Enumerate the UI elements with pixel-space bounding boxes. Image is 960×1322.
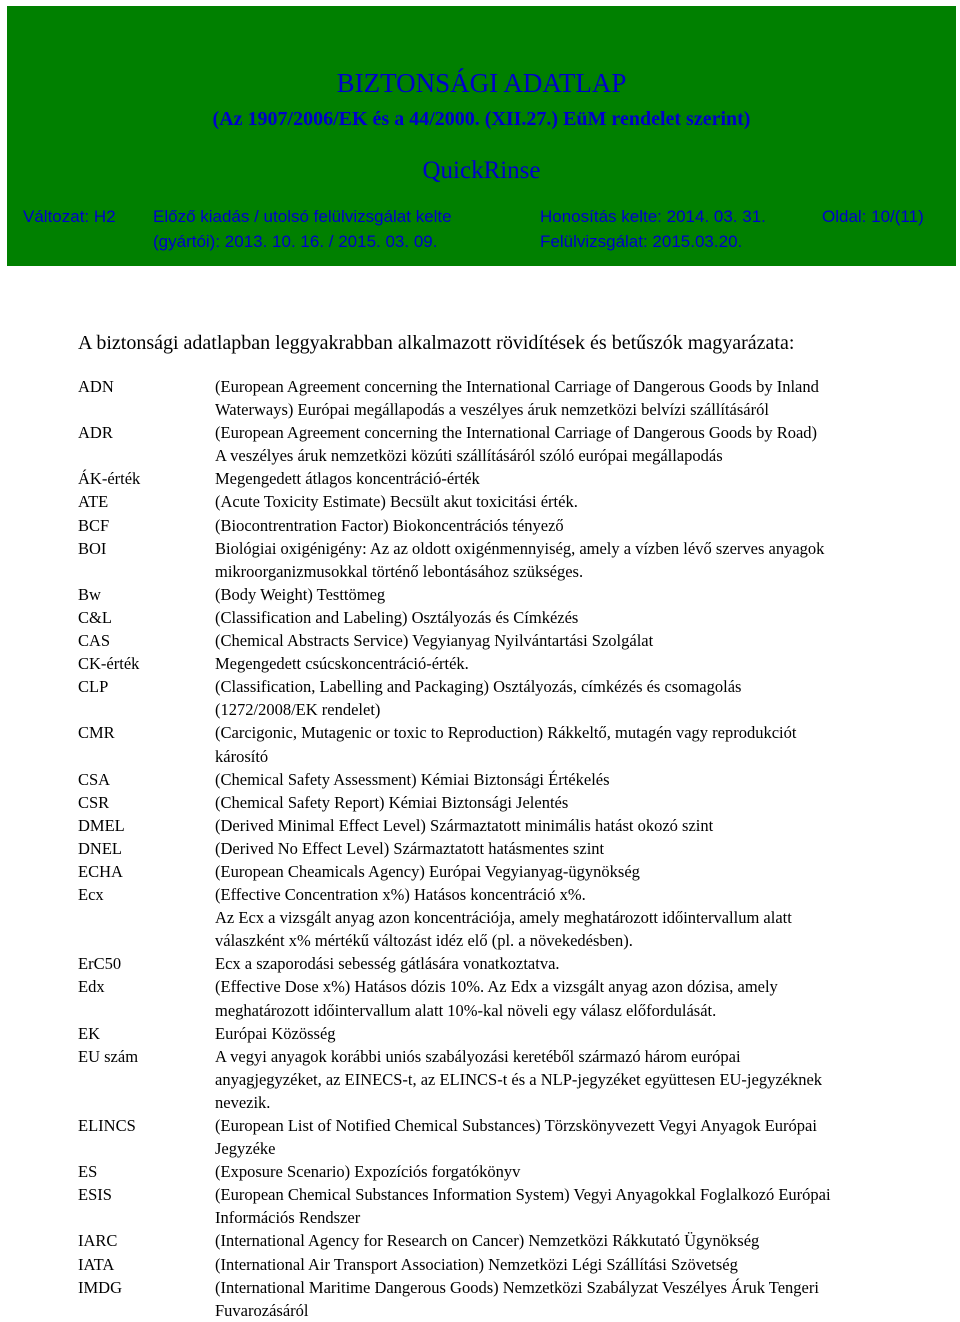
description-line: (Derived No Effect Level) Származtatott hatásmentes szint — [215, 838, 605, 858]
description-line: (Chemical Abstracts Service) Vegyianyag Nyilvántartási Szolgálat — [215, 631, 654, 651]
abbreviation-row — [78, 1276, 958, 1322]
abbreviation-description — [215, 675, 955, 721]
description-line: (European Cheamicals Agency) Európai Vegyianyag-ügynökség — [215, 861, 640, 881]
abbreviation-term: Edx — [78, 977, 105, 997]
abbreviation-description — [215, 860, 955, 883]
abbreviation-description — [215, 814, 955, 837]
abbreviation-description — [215, 583, 955, 606]
abbreviation-description — [215, 1022, 955, 1045]
abbreviation-term: Ecx — [78, 885, 104, 905]
abbreviation-term: C&L — [78, 607, 112, 627]
description-line: meghatározott időintervallum alatt 10%-kal növeli egy válasz előfordulását. — [215, 1000, 717, 1020]
abbreviation-description — [215, 975, 955, 1021]
description-line: (Chemical Safety Assessment) Kémiai Biztonsági Értékelés — [215, 769, 610, 789]
document-title: BIZTONSÁGI ADATLAP — [336, 68, 627, 98]
abbreviation-term: ELINCS — [78, 1116, 136, 1135]
description-line: (European List of Notified Chemical Substances) Törzskönyvezett Vegyi Anyagok Európai — [215, 1116, 817, 1135]
description-line: Waterways) Európai megállapodás a veszélyes áruk nemzetközi belvízi szállításáról — [215, 400, 769, 420]
abbreviation-row — [78, 1114, 958, 1160]
description-line: A vegyi anyagok korábbi uniós szabályozási keretéből származó három európai — [215, 1046, 741, 1066]
abbreviation-list — [78, 375, 958, 1322]
abbreviation-description — [215, 421, 955, 467]
description-line: Fuvarozásáról — [215, 1300, 309, 1320]
abbreviation-row — [78, 375, 958, 421]
description-line: (European Chemical Substances Information System) Vegyi Anyagokkal Foglalkozó Európai — [215, 1185, 831, 1205]
description-line: Európai Közösség — [215, 1023, 336, 1043]
abbreviation-term: CLP — [78, 677, 109, 697]
abbreviation-row — [78, 467, 958, 490]
abbreviation-description — [215, 1160, 955, 1183]
document-header — [7, 6, 956, 266]
abbreviation-term: CAS — [78, 631, 111, 651]
description-line: Az Ecx a vizsgált anyag azon koncentrációja, amely meghatározott időintervallum alatt — [215, 908, 792, 928]
abbreviation-row — [78, 883, 958, 952]
abbreviation-term: EU szám — [78, 1046, 139, 1066]
abbreviation-term: EK — [78, 1023, 100, 1043]
regulation-subtitle: (Az 1907/2006/EK és a 44/2000. (XII.27.) EüM rendelet szerint) — [212, 108, 751, 130]
page-number: Oldal: 10/(11) — [822, 207, 924, 226]
abbreviation-description — [215, 1183, 955, 1229]
abbreviation-description — [215, 1229, 955, 1252]
abbreviation-description — [215, 1253, 955, 1276]
abbreviation-description — [215, 467, 955, 490]
abbreviation-row — [78, 675, 958, 721]
description-line: (Carcigonic, Mutagenic or toxic to Reproduction) Rákkeltő, mutagén vagy reprodukciót — [215, 723, 797, 743]
description-line: (European Agreement concerning the International Carriage of Dangerous Goods by Inland — [215, 377, 819, 396]
abbreviation-term: CSR — [78, 792, 110, 812]
description-line: (Derived Minimal Effect Level) Származtatott minimális hatást okozó szint — [215, 815, 714, 835]
abbreviation-row — [78, 629, 958, 652]
description-line: válaszként x% mértékű változást idéz elő (pl. a növekedésben). — [215, 931, 633, 951]
abbreviation-row — [78, 791, 958, 814]
abbreviation-term: BCF — [78, 515, 110, 535]
abbreviation-row — [78, 1229, 958, 1252]
abbreviation-row — [78, 490, 958, 513]
abbreviation-row — [78, 721, 958, 767]
description-line: A veszélyes áruk nemzetközi közúti szállításáról szóló európai megállapodás — [215, 446, 723, 466]
abbreviation-description — [215, 606, 955, 629]
product-name: QuickRinse — [422, 157, 541, 184]
description-line: (Exposure Scenario) Expozíciós forgatókönyv — [215, 1162, 521, 1182]
abbreviation-description — [215, 514, 955, 537]
abbreviation-term: Bw — [78, 584, 101, 604]
abbreviation-description — [215, 768, 955, 791]
abbreviation-term: ADN — [78, 377, 114, 396]
abbreviation-term: ES — [78, 1162, 98, 1182]
abbreviation-description — [215, 837, 955, 860]
section-intro: A biztonsági adatlapban leggyakrabban alkalmazott rövidítések és betűszók magyarázata: — [78, 332, 795, 354]
abbreviation-description — [215, 652, 955, 675]
previous-issue-line-2: (gyártói): 2013. 10. 16. / 2015. 03. 09. — [153, 232, 438, 251]
abbreviation-term: ADR — [78, 423, 113, 443]
abbreviation-row — [78, 514, 958, 537]
description-line: (Classification and Labeling) Osztályozás és Címkézés — [215, 607, 579, 627]
abbreviation-term: CK-érték — [78, 654, 140, 674]
abbreviation-row — [78, 975, 958, 1021]
abbreviation-row — [78, 583, 958, 606]
abbreviation-term: CMR — [78, 723, 115, 743]
description-line: Jegyzéke — [215, 1139, 276, 1159]
abbreviation-description — [215, 537, 955, 583]
abbreviation-row — [78, 952, 958, 975]
abbreviation-description — [215, 1045, 955, 1114]
abbreviation-term: BOI — [78, 538, 107, 558]
abbreviation-row — [78, 768, 958, 791]
abbreviation-term: ATE — [78, 492, 109, 512]
description-line: (Classification, Labelling and Packaging) Osztályozás, címkézés és csomagolás — [215, 677, 742, 697]
abbreviation-row — [78, 837, 958, 860]
abbreviation-description — [215, 952, 955, 975]
abbreviation-row — [78, 860, 958, 883]
description-line: (Effective Dose x%) Hatásos dózis 10%. Az Edx a vizsgált anyag azon dózisa, amely — [215, 977, 778, 997]
abbreviation-row — [78, 1253, 958, 1276]
abbreviation-row — [78, 814, 958, 837]
abbreviation-description — [215, 375, 955, 421]
abbreviation-term: IARC — [78, 1231, 118, 1251]
abbreviation-term: DNEL — [78, 838, 122, 858]
abbreviation-description — [215, 490, 955, 513]
abbreviation-description — [215, 629, 955, 652]
abbreviation-row — [78, 1045, 958, 1114]
abbreviation-term: ErC50 — [78, 954, 122, 974]
description-line: mikroorganizmusokkal történő lebontásához szükséges. — [215, 561, 584, 581]
abbreviation-term: CSA — [78, 769, 111, 789]
description-line: (Body Weight) Testtömeg — [215, 584, 386, 604]
description-line: (Acute Toxicity Estimate) Becsült akut toxicitási érték. — [215, 492, 578, 512]
abbreviation-row — [78, 1022, 958, 1045]
abbreviation-term: IATA — [78, 1254, 115, 1274]
description-line: (1272/2008/EK rendelet) — [215, 700, 381, 720]
description-line: (European Agreement concerning the International Carriage of Dangerous Goods by Road) — [215, 423, 818, 443]
dates-info — [540, 204, 766, 254]
description-line: (Biocontrentration Factor) Biokoncentrációs tényező — [215, 515, 564, 535]
abbreviation-term: IMDG — [78, 1277, 122, 1297]
review-date: Felülvizsgálat: 2015.03.20. — [540, 232, 743, 251]
abbreviation-term: ESIS — [78, 1185, 112, 1205]
abbreviation-description — [215, 791, 955, 814]
abbreviation-description — [215, 1114, 955, 1160]
description-line: Megengedett átlagos koncentráció-érték — [215, 469, 480, 489]
abbreviation-row — [78, 421, 958, 467]
abbreviation-term: ECHA — [78, 861, 123, 881]
description-line: Biológiai oxigénigény: Az az oldott oxigénmennyiség, amely a vízben lévő szerves anyagok — [215, 538, 825, 558]
abbreviation-description — [215, 883, 955, 952]
abbreviation-term: DMEL — [78, 815, 125, 835]
abbreviation-row — [78, 652, 958, 675]
description-line: (Chemical Safety Report) Kémiai Biztonsági Jelentés — [215, 792, 569, 812]
description-line: Megengedett csúcskoncentráció-érték. — [215, 654, 469, 674]
abbreviation-description — [215, 721, 955, 767]
abbreviation-row — [78, 1160, 958, 1183]
description-line: anyagjegyzéket, az EINECS-t, az ELINCS-t és a NLP-jegyzéket együttesen EU-jegyzéknek — [215, 1069, 823, 1089]
previous-issue-info — [153, 204, 452, 254]
localization-date: Honosítás kelte: 2014. 03. 31. — [540, 207, 766, 226]
abbreviation-row — [78, 537, 958, 583]
description-line: (Effective Concentration x%) Hatásos koncentráció x%. — [215, 885, 586, 905]
abbreviation-description — [215, 1276, 955, 1322]
abbreviation-row — [78, 1183, 958, 1229]
description-line: (International Maritime Dangerous Goods) Nemzetközi Szabályzat Veszélyes Áruk Tengeri — [215, 1277, 819, 1297]
description-line: Ecx a szaporodási sebesség gátlására vonatkoztatva. — [215, 954, 560, 974]
description-line: (International Agency for Research on Cancer) Nemzetközi Rákkutató Ügynökség — [215, 1231, 760, 1251]
description-line: nevezik. — [215, 1092, 271, 1112]
description-line: Információs Rendszer — [215, 1208, 361, 1228]
abbreviation-term: ÁK-érték — [78, 469, 141, 489]
version-label: Változat: H2 — [23, 207, 116, 226]
previous-issue-line-1: Előző kiadás / utolsó felülvizsgálat kelte — [153, 207, 452, 226]
description-line: (International Air Transport Association) Nemzetközi Légi Szállítási Szövetség — [215, 1254, 738, 1274]
abbreviation-row — [78, 606, 958, 629]
description-line: károsító — [215, 746, 269, 766]
